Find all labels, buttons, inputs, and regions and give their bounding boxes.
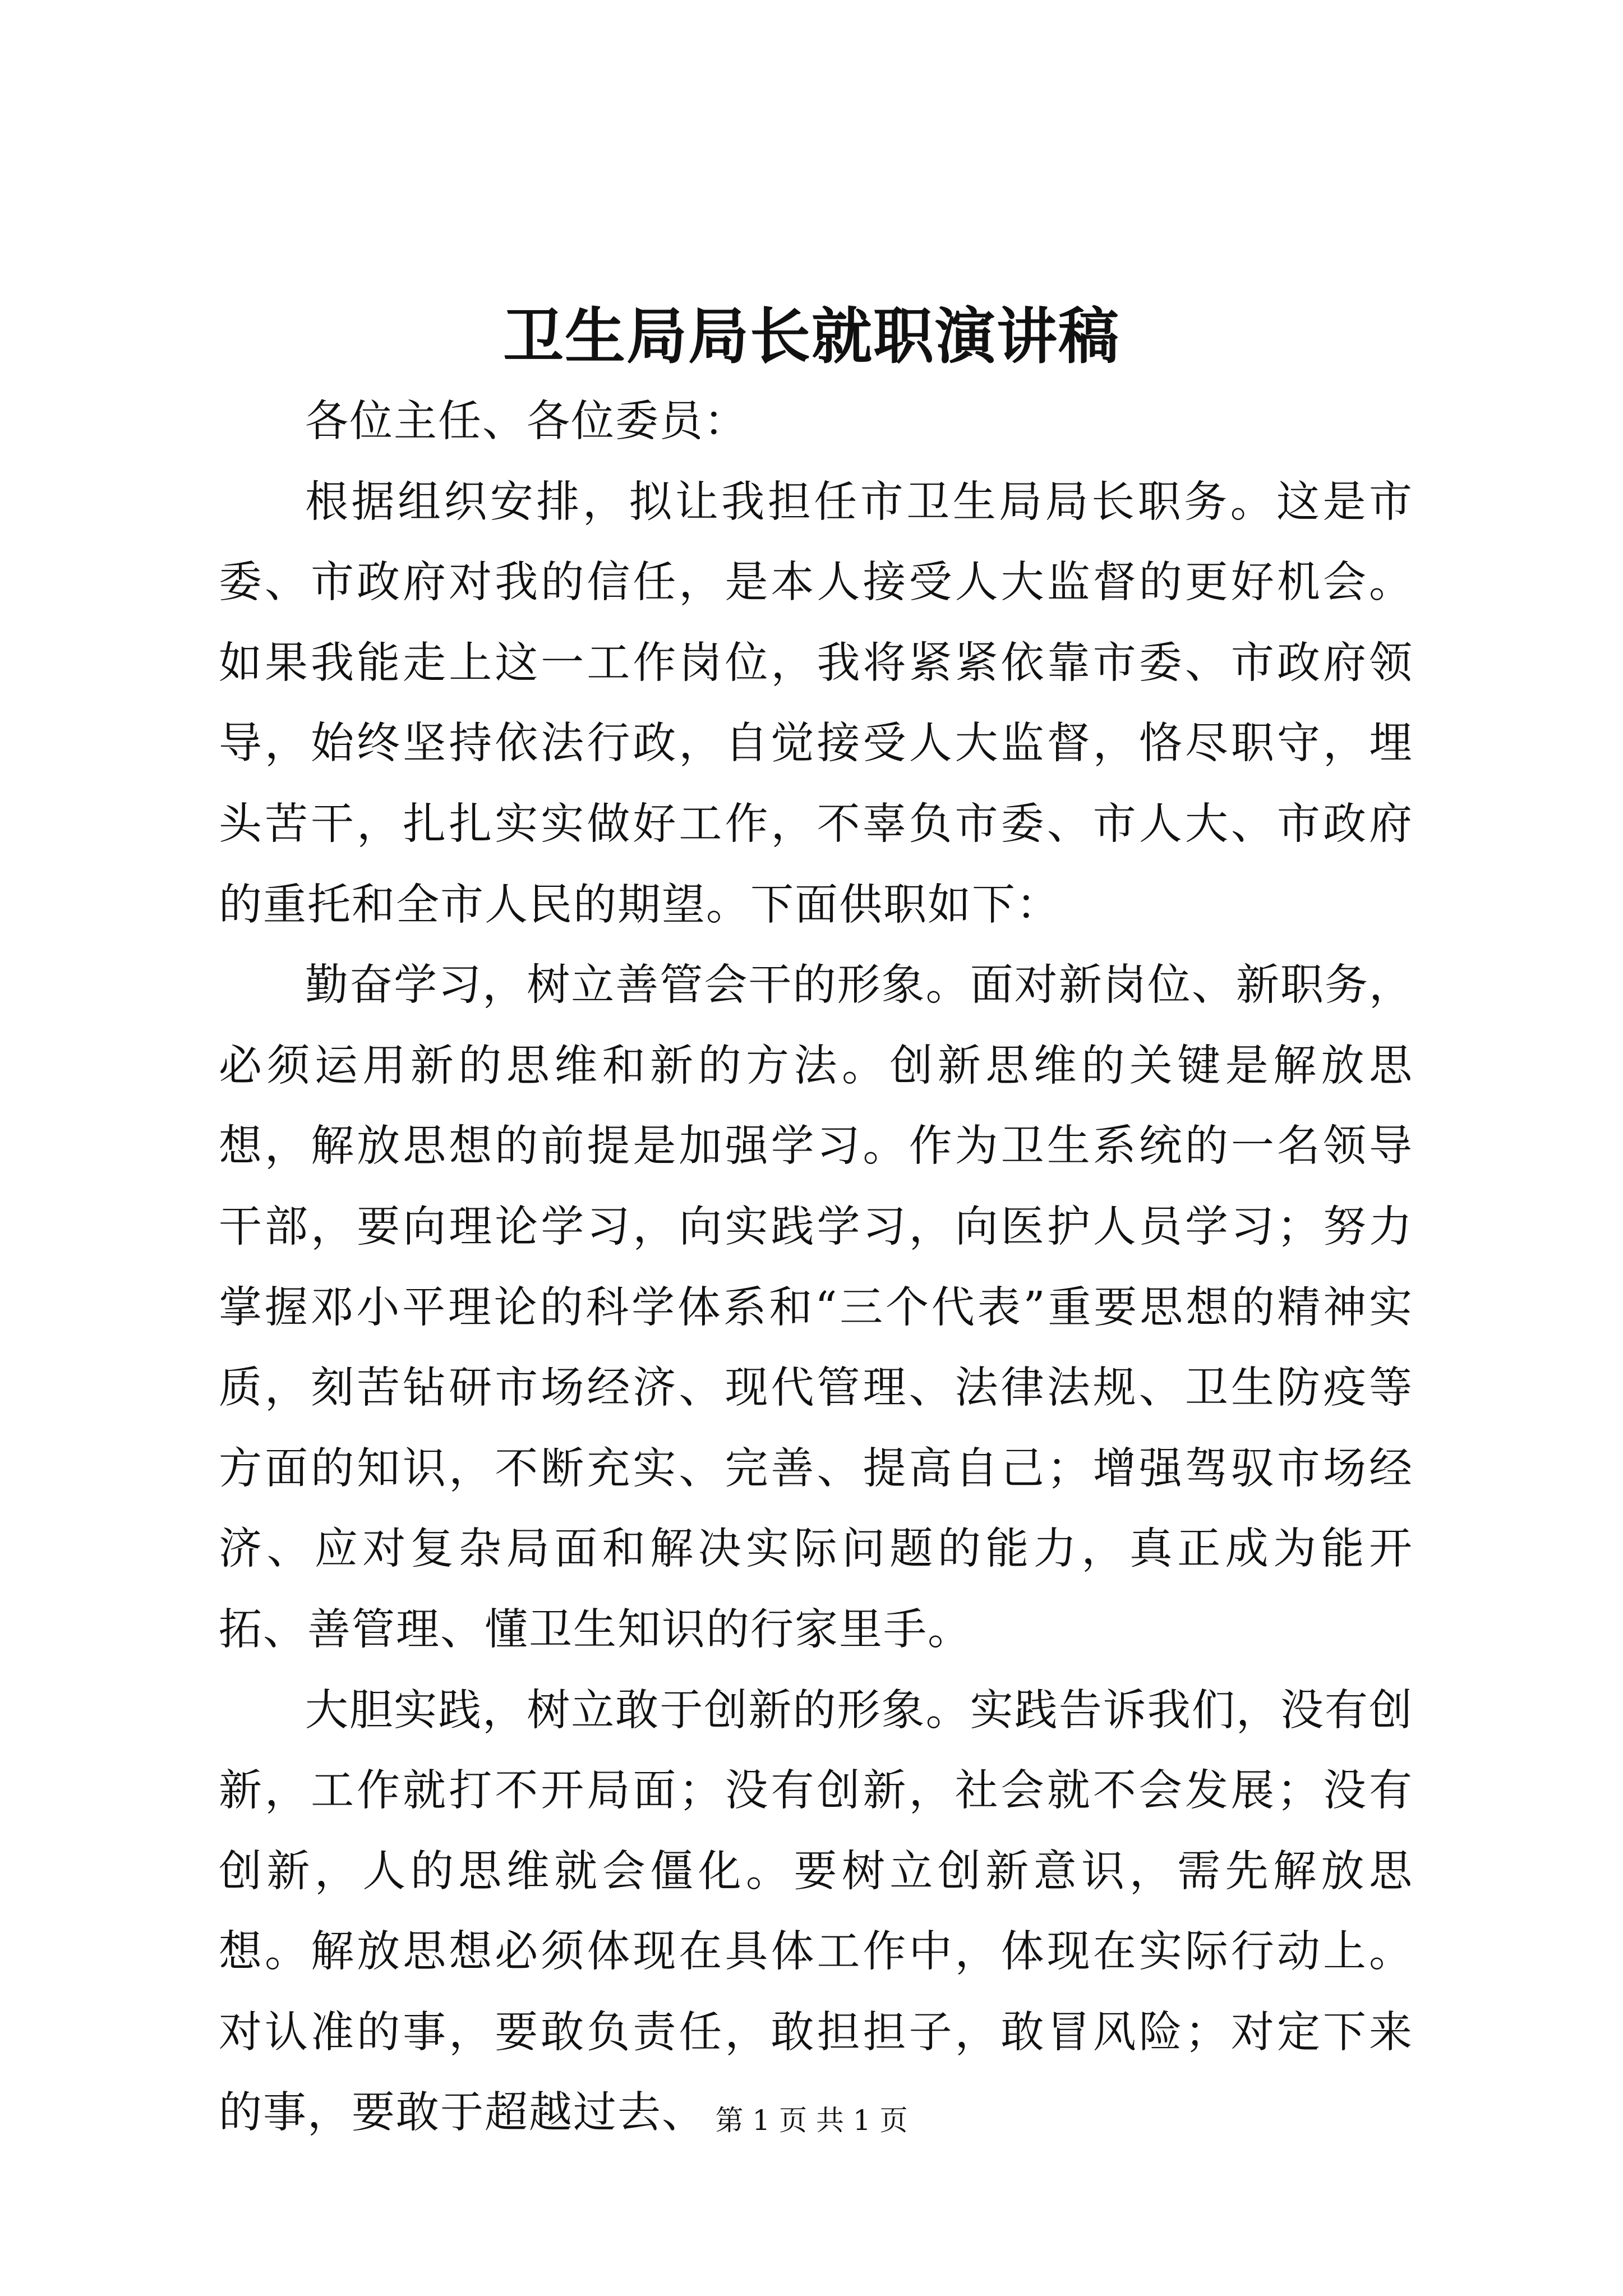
salutation-paragraph: 各位主任、各位委员： [305, 397, 748, 447]
page-footer: 第 1 页 共 1 页 [715, 2104, 908, 2137]
intro-paragraph: 根据组织安排，拟让我担任市卫生局局长职务。这是市委、市政府对我的信任，是本人接受人大监督的更好机会。如果我能走上这一工作岗位，我将紧紧依靠市委、市政府领导，始终坚持依法行政，自觉接受人大监督，恪尽职守，埋头苦干，扎扎实实做好工作，不辜负市委、市人大、市政府的重托和全市人民的期望。下面供职如下： [219, 477, 1413, 930]
document-body [219, 381, 1413, 2154]
document-title: 卫生局局长就职演讲稿 [502, 301, 1120, 372]
study-paragraph: 勤奋学习，树立善管会干的形象。面对新岗位、新职务，必须运用新的思维和新的方法。创新思维的关键是解放思想，解放思想的前提是加强学习。作为卫生系统的一名领导干部，要向理论学习，向实践学习，向医护人员学习；努力掌握邓小平理论的科学体系和“三个代表”重要思想的精神实质，刻苦钻研市场经济、现代管理、法律法规、卫生防疫等方面的知识，不断充实、完善、提高自己；增强驾驭市场经济、应对复杂局面和解决实际问题的能力，真正成为能开拓、善管理、懂卫生知识的行家里手。 [219, 960, 1413, 1655]
practice-paragraph: 大胆实践，树立敢于创新的形象。实践告诉我们，没有创新，工作就打不开局面；没有创新，社会就不会发展；没有创新，人的思维就会僵化。要树立创新意识，需先解放思想。解放思想必须体现在具体工作中，体现在实际行动上。对认准的事，要敢负责任，敢担担子，敢冒风险；对定下来的事，要敢于超越过去、 [219, 1685, 1413, 2138]
